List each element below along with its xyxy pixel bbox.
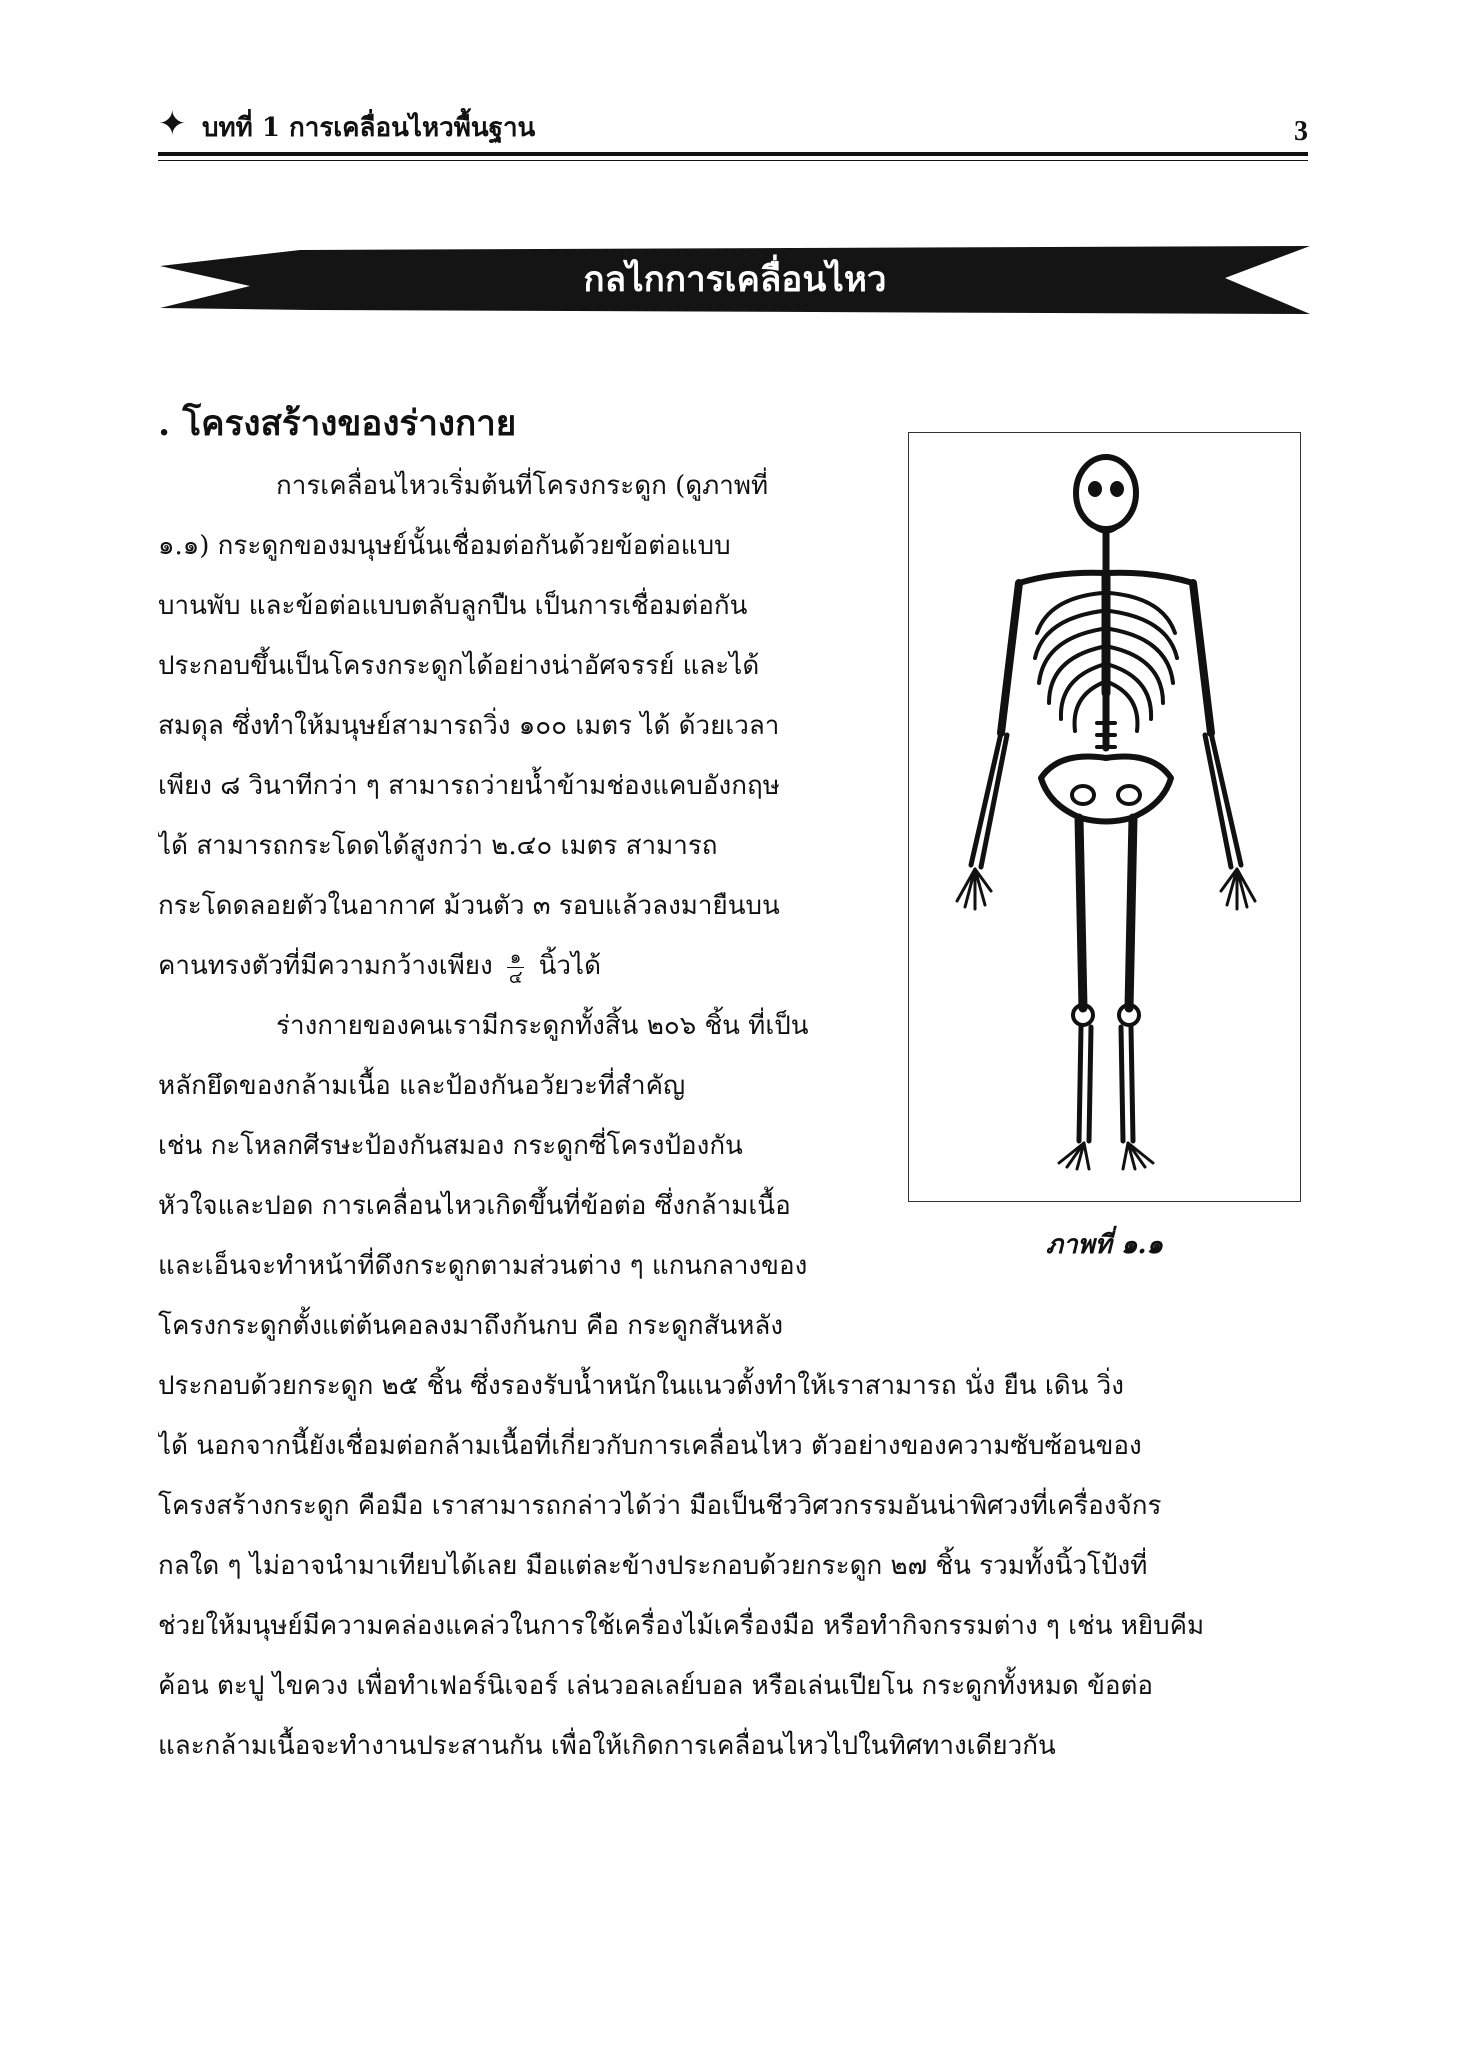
paragraph-line: การเคลื่อนไหวเริ่มต้นที่โครงกระดูก (ดูภาพที่ xyxy=(276,471,769,501)
paragraph-line: บานพับ และข้อต่อแบบตลับลูกปืน เป็นการเชื่อมต่อกัน xyxy=(158,591,748,621)
header-rule-thin xyxy=(158,160,1308,161)
skeleton-illustration xyxy=(909,433,1299,1200)
chapter-title: บทที่ 1 การเคลื่อนไหวพื้นฐาน xyxy=(202,113,536,143)
header-rule-thick xyxy=(158,152,1308,156)
paragraph-line: ช่วยให้มนุษย์มีความคล่องแคล่วในการใช้เครื่องไม้เครื่องมือ หรือทำกิจกรรมต่าง ๆ เช่น หยิบคีม xyxy=(158,1611,1205,1641)
paragraph-line: โครงกระดูกตั้งแต่ต้นคอลงมาถึงก้นกบ คือ กระดูกสันหลัง xyxy=(158,1311,784,1341)
paragraph-line: และกล้ามเนื้อจะทำงานประสานกัน เพื่อให้เกิดการเคลื่อนไหวไปในทิศทางเดียวกัน xyxy=(158,1731,1056,1761)
paragraph-line: และเอ็นจะทำหน้าที่ดึงกระดูกตามส่วนต่าง ๆ แกนกลางของ xyxy=(158,1251,808,1281)
page-number: 3 xyxy=(1294,116,1308,147)
paragraph-line: โครงสร้างกระดูก คือมือ เราสามารถกล่าวได้ว่า มือเป็นชีววิศวกรรมอันน่าพิศวงที่เครื่องจักร xyxy=(158,1491,1162,1521)
paragraph-line: ได้ สามารถกระโดดได้สูงกว่า ๒.๔๐ เมตร สามารถ xyxy=(158,831,718,861)
paragraph-line: ร่างกายของคนเรามีกระดูกทั้งสิ้น ๒๐๖ ชิ้น ที่เป็น xyxy=(276,1011,809,1041)
banner-title: กลไกการเคลื่อนไหว xyxy=(583,259,887,300)
paragraph-line: หลักยึดของกล้ามเนื้อ และป้องกันอวัยวะที่สำคัญ xyxy=(158,1071,686,1101)
paragraph-line: ประกอบด้วยกระดูก ๒๕ ชิ้น ซึ่งรองรับน้ำหนักในแนวตั้งทำให้เราสามารถ นั่ง ยืน เดิน วิ่ง xyxy=(158,1371,1124,1401)
fraction-numerator: ๑ xyxy=(507,948,524,968)
running-header xyxy=(158,104,1308,147)
star-icon: ✦ xyxy=(158,104,187,144)
paragraph-line: ๑.๑) กระดูกของมนุษย์นั้นเชื่อมต่อกันด้วยข้อต่อแบบ xyxy=(158,531,731,561)
paragraph-line: หัวใจและปอด การเคลื่อนไหวเกิดขึ้นที่ข้อต่อ ซึ่งกล้ามเนื้อ xyxy=(158,1191,791,1221)
paragraph-line: ได้ นอกจากนี้ยังเชื่อมต่อกล้ามเนื้อที่เกี่ยวกับการเคลื่อนไหว ตัวอย่างของความซับซ้อนของ xyxy=(158,1431,1142,1461)
fraction xyxy=(507,948,524,987)
paragraph-line: กระโดดลอยตัวในอากาศ ม้วนตัว ๓ รอบแล้วลงมายืนบน xyxy=(158,891,780,921)
paragraph-line: กลใด ๆ ไม่อาจนำมาเทียบได้เลย มือแต่ละข้างประกอบด้วยกระดูก ๒๗ ชิ้น รวมทั้งนิ้วโป้งที่ xyxy=(158,1551,1148,1581)
paragraph-line xyxy=(158,936,870,996)
paragraph-line: ประกอบขึ้นเป็นโครงกระดูกได้อย่างน่าอัศจรรย์ และได้ xyxy=(158,651,760,681)
figure-frame xyxy=(908,432,1301,1202)
line-text-after-fraction: นิ้วได้ xyxy=(538,951,601,981)
section-banner xyxy=(160,238,1310,322)
section-heading: . โครงสร้างของร่างกาย xyxy=(158,403,517,444)
fraction-denominator: ๔ xyxy=(508,966,523,988)
figure-caption: ภาพที่ ๑.๑ xyxy=(1045,1230,1164,1260)
paragraph-line: เช่น กะโหลกศีรษะป้องกันสมอง กระดูกซี่โครงป้องกัน xyxy=(158,1131,743,1161)
line-text-before-fraction: คานทรงตัวที่มีความกว้างเพียง xyxy=(158,951,493,981)
paragraph-line: สมดุล ซึ่งทำให้มนุษย์สามารถวิ่ง ๑๐๐ เมตร ได้ ด้วยเวลา xyxy=(158,711,780,741)
paragraph-line: เพียง ๘ วินาทีกว่า ๆ สามารถว่ายน้ำข้ามช่องแคบอังกฤษ xyxy=(158,771,780,801)
paragraph-line: ค้อน ตะปู ไขควง เพื่อทำเฟอร์นิเจอร์ เล่นวอลเลย์บอล หรือเล่นเปียโน กระดูกทั้งหมด ข้อต่อ xyxy=(158,1671,1153,1701)
